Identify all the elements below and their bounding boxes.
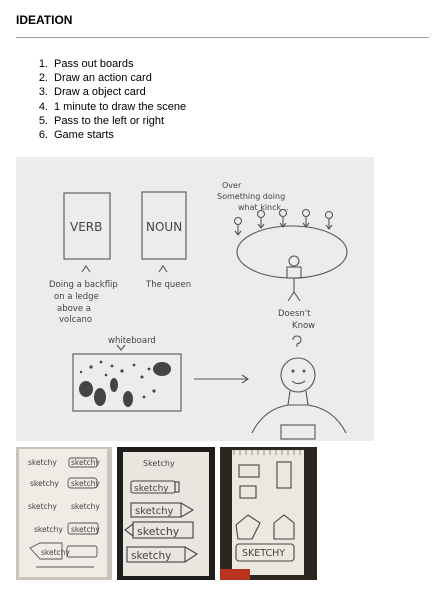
sketch-label: sketchy xyxy=(71,479,100,488)
guesser-head xyxy=(281,358,315,392)
sketch-label: SKETCHY xyxy=(242,548,286,559)
noun-card-label: NOUN xyxy=(146,220,183,234)
sketch-label: sketchy xyxy=(135,506,174,517)
list-number: 5. xyxy=(38,114,48,127)
sketch-label: sketchy xyxy=(28,502,57,511)
sketch-label: sketchy xyxy=(134,484,169,494)
whiteboard-label: whiteboard xyxy=(108,336,156,346)
sketch-label: sketchy xyxy=(28,458,57,467)
photo-2-drawing xyxy=(117,447,215,580)
sketch-label: sketchy xyxy=(71,502,100,511)
sketch-label: sketchy xyxy=(71,525,100,534)
sketchbook-photo-3 xyxy=(220,447,317,580)
list-text: Game starts xyxy=(54,129,114,142)
sketch-label: sketchy xyxy=(30,479,59,488)
list-item xyxy=(31,71,186,85)
page-title: IDEATION xyxy=(16,13,73,27)
list-item xyxy=(31,128,186,142)
list-text: Pass out boards xyxy=(54,58,134,70)
doesnt-know-line-1: Doesn't xyxy=(278,309,311,319)
doesnt-know-line-2: Know xyxy=(292,321,316,331)
list-number: 4. xyxy=(38,100,48,113)
list-item xyxy=(31,57,186,71)
verb-example-line-3: above a xyxy=(57,304,91,314)
sketch-label: sketchy xyxy=(41,548,70,557)
verb-example-line-4: volcano xyxy=(59,315,93,325)
sketch-label: sketchy xyxy=(71,458,100,467)
stage-ellipse xyxy=(237,226,347,278)
photo-3-drawing xyxy=(220,447,317,580)
crowd-note-line-3: what kinck... xyxy=(238,203,289,212)
steps-list xyxy=(31,57,186,142)
title-divider xyxy=(16,37,429,38)
list-number: 6. xyxy=(38,129,48,142)
verb-example-line-1: Doing a backflip xyxy=(49,280,118,290)
sketchbook-photo-2 xyxy=(117,447,215,580)
list-number: 3. xyxy=(38,86,48,99)
list-item xyxy=(31,114,186,128)
crowd-note-line-2: Something doing xyxy=(217,192,286,201)
list-text: 1 minute to draw the scene xyxy=(54,100,187,113)
sketch-label: sketchy xyxy=(34,525,63,534)
list-number: 2. xyxy=(38,72,48,85)
verb-example-line-2: on a ledge xyxy=(54,292,99,302)
list-item xyxy=(31,85,186,99)
sketch-title: Sketchy xyxy=(143,459,175,468)
sketchbook-photo-1 xyxy=(16,447,112,580)
concept-sketch xyxy=(16,157,374,441)
list-number: 1. xyxy=(38,58,48,70)
noun-example: The queen xyxy=(146,280,192,290)
list-text: Draw an action card xyxy=(54,72,152,85)
sketch-drawing xyxy=(16,157,374,441)
sketch-label: sketchy xyxy=(137,525,180,538)
sketch-label: sketchy xyxy=(131,550,172,562)
verb-card-label: VERB xyxy=(70,220,103,234)
list-item xyxy=(31,100,186,114)
crowd-note-line-1: Over xyxy=(222,181,242,190)
photo-1-drawing xyxy=(16,447,112,580)
list-text: Draw a object card xyxy=(54,86,146,99)
list-text: Pass to the left or right xyxy=(54,114,165,127)
